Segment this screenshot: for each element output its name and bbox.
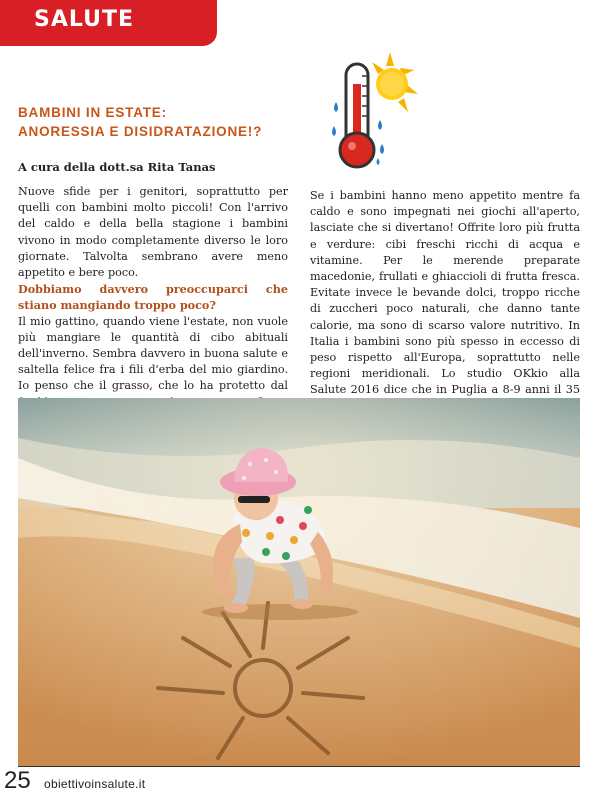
footer-rule bbox=[18, 766, 580, 767]
section-label: SALUTE bbox=[34, 7, 135, 32]
subheading: Dobbiamo davvero preoccuparci che stiano mangiando troppo poco? bbox=[18, 282, 288, 313]
thermometer-sun-icon bbox=[328, 50, 420, 170]
site-url[interactable]: obiettivoinsalute.it bbox=[44, 777, 146, 791]
article-title-line2: ANORESSIA E DISIDRATAZIONE!? bbox=[18, 124, 263, 139]
page-number: 25 bbox=[4, 767, 31, 794]
intro-paragraph: Nuove sfide per i genitori, soprattutto per quelli con bambini molto piccoli! Con l'arrivo del caldo e della bella stagione i bambini vivono in modo completamente diverso le loro giornate. Talvolta sembrano avere meno appetito e bere poco. bbox=[18, 185, 288, 280]
article-title-line1: BAMBINI IN ESTATE: bbox=[18, 105, 167, 120]
left-column bbox=[18, 184, 288, 427]
article-author: A cura della dott.sa Rita Tanas bbox=[18, 160, 216, 174]
article-title bbox=[18, 103, 318, 141]
section-tab bbox=[0, 0, 217, 46]
body-paragraph: Il mio gattino, quando viene l'estate, non vuole più mangiare le quantità di cibo abituali dell'inverno. Sembra davvero in buona salute e saltella felice fra i fili d'erba del mio giardino. Io penso che il grasso, che lo ha protetto dal bbox=[18, 314, 288, 393]
right-paragraph-text: Se i bambini hanno meno appetito mentre fa caldo e sono impegnati nei giochi all'aperto, lasciate che si divertano! Offrite loro più frutta e verdure: cibi freschi ricchi di acqua e vitamine. Per le merende preparate macedonie, frullati e ghiaccioli di frutta fresca. Evitate invece le bevande dolci, troppo ricche di zuccheri poco naturali, che danno tante calorie, ma sono di scarso valore nutritivo. In Italia i bambini sono più spesso in eccesso di peso rispetto all'Europa, soprattutto nelle regioni meridionali. Lo studio OKkio alla Salute 2016 dice che in Puglia a 8-9 anni il 35 bbox=[310, 189, 580, 397]
beach-photo bbox=[18, 398, 580, 766]
